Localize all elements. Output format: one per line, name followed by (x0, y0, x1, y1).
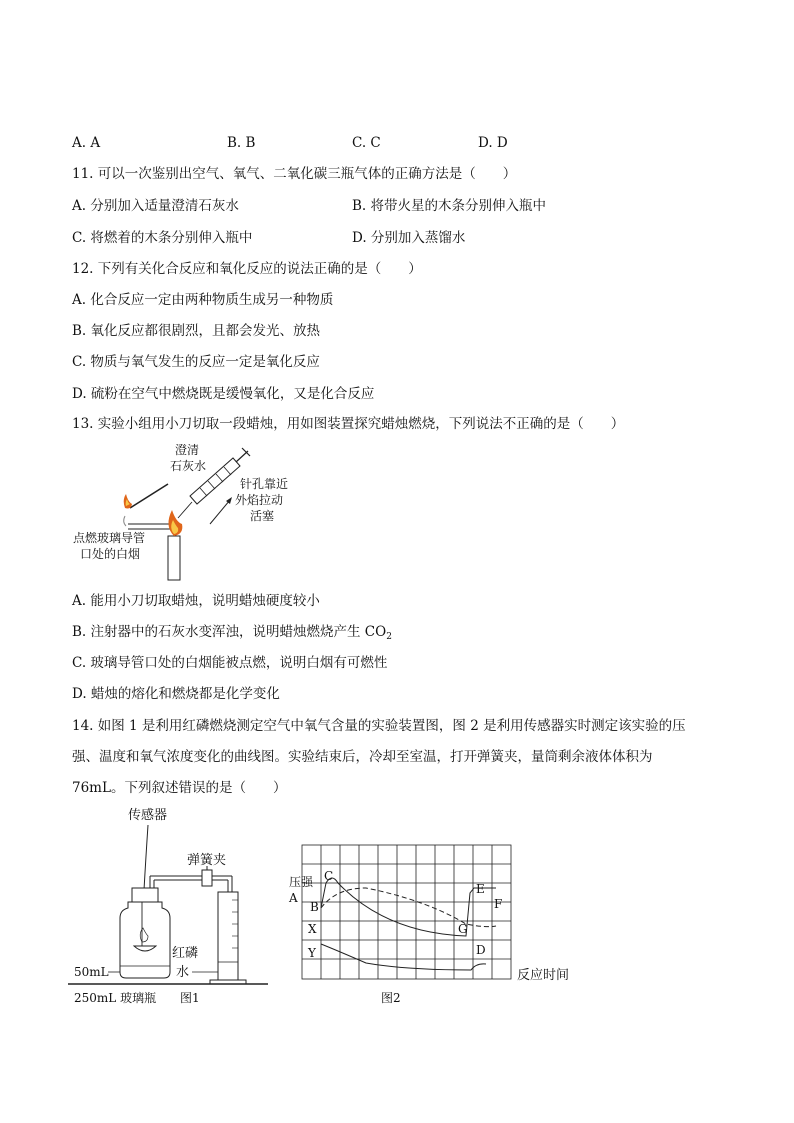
point-f: F (494, 897, 503, 911)
oxygen-curve (321, 944, 486, 970)
q12-option-a: A. 化合反应一定由两种物质生成另一种物质 (72, 292, 334, 308)
q11-option-b: B. 将带火星的木条分别伸入瓶中 (352, 198, 547, 214)
q11-stem: 11. 可以一次鉴别出空气、氧气、二氧化碳三瓶气体的正确方法是（ ） (72, 166, 517, 182)
graph-grid (302, 845, 511, 979)
burning-stick (124, 484, 168, 509)
q12-option-b: B. 氧化反应都很剧烈，且都会发光、放热 (72, 323, 321, 339)
q14-stem-line1: 14. 如图 1 是利用红磷燃烧测定空气中氧气含量的实验装置图，图 2 是利用传感器实时测定该实验的压 (72, 718, 686, 734)
label-needle-2: 外焰拉动 (235, 493, 284, 507)
x-axis-label: 反应时间 (517, 968, 570, 983)
subscript-2: 2 (386, 632, 392, 642)
figure-2-curves (286, 838, 586, 1013)
point-y: Y (308, 946, 316, 960)
q11-option-c: C. 将燃着的木条分别伸入瓶中 (72, 230, 253, 246)
q13-stem: 13. 实验小组用小刀切取一段蜡烛，用如图装置探究蜡烛燃烧，下列说法不正确的是（ ） (72, 416, 625, 432)
glass-tube (124, 516, 170, 529)
point-e: E (476, 882, 485, 896)
q13-option-d: D. 蜡烛的熔化和燃烧都是化学变化 (72, 686, 280, 702)
point-g: G (458, 922, 468, 936)
measuring-cylinder (210, 892, 246, 984)
point-d: D (476, 943, 486, 957)
label-needle-1: 针孔靠近 (240, 477, 289, 491)
label-limewater-1: 澄清 (175, 443, 200, 457)
caption-fig1: 图1 (180, 991, 200, 1005)
point-x: X (308, 922, 317, 936)
label-smoke-2: 口处的白烟 (80, 547, 141, 561)
point-c: C (324, 869, 334, 883)
q14-stem-line2: 强、温度和氧气浓度变化的曲线图。实验结束后，冷却至室温，打开弹簧夹，量筒剩余液体体积为 (72, 749, 653, 765)
pressure-curve (321, 878, 496, 936)
point-b: B (310, 900, 319, 914)
label-smoke-1: 点燃玻璃导管 (73, 531, 146, 545)
candle (168, 510, 182, 580)
q10-option-a: A. A (72, 135, 101, 151)
q12-option-c: C. 物质与氧气发生的反应一定是氧化反应 (72, 354, 320, 370)
label-phosphorus: 红磷 (172, 946, 199, 961)
q11-option-a: A. 分别加入适量澄清石灰水 (72, 198, 239, 214)
candle-experiment-figure (70, 436, 310, 584)
q12-option-d: D. 硫粉在空气中燃烧既是缓慢氧化，又是化合反应 (72, 386, 375, 402)
glass-bottle (108, 888, 170, 978)
label-50ml: 50mL (74, 965, 109, 979)
label-water: 水 (176, 965, 190, 980)
y-label-pressure-2: A (289, 891, 298, 905)
q11-option-d: D. 分别加入蒸馏水 (352, 230, 466, 246)
pull-arrow (210, 497, 232, 524)
label-limewater-2: 石灰水 (170, 459, 207, 473)
q13-option-c: C. 玻璃导管口处的白烟能被点燃，说明白烟有可燃性 (72, 655, 388, 671)
y-label-pressure-1: 压强 (289, 875, 314, 889)
q13-option-b: B. 注射器中的石灰水变浑浊，说明蜡烛燃烧产生 $CO_2$ (72, 624, 392, 642)
caption-fig2: 图2 (381, 991, 401, 1005)
label-needle-3: 活塞 (250, 509, 275, 523)
label-sensor: 传感器 (128, 808, 168, 823)
label-bottle: 250mL 玻璃瓶 (74, 991, 157, 1005)
q10-option-d: D. D (478, 135, 508, 151)
figure-1-apparatus (68, 800, 278, 1015)
q13-option-a: A. 能用小刀切取蜡烛，说明蜡烛硬度较小 (72, 593, 320, 609)
label-clamp: 弹簧夹 (187, 853, 227, 868)
q12-stem: 12. 下列有关化合反应和氧化反应的说法正确的是（ ） (72, 261, 422, 277)
q14-stem-line3: 76mL。下列叙述错误的是（ ） (72, 780, 287, 796)
q10-option-b: B. B (227, 135, 256, 151)
q10-option-c: C. C (352, 135, 381, 151)
